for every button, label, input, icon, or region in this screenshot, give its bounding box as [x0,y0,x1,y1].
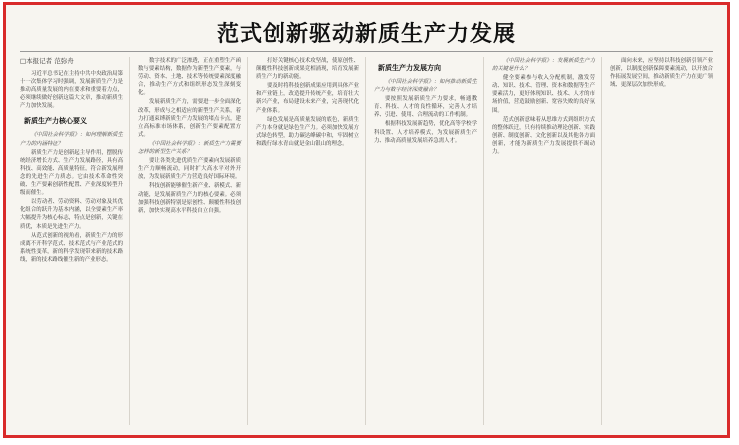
interview-question: 《中国社会科学报》：如何推动新质生产力与数字经济深度融合？ [374,79,477,94]
column-5 [492,57,602,425]
paragraph: 绿色发展是高质量发展的底色，新质生产力本身就是绿色生产力。必须加快发展方式绿色转型，助力碳达峰碳中和，牢固树立和践行绿水青山就是金山银山的理念。 [256,116,359,147]
column-1 [20,57,130,425]
headline-divider [20,51,713,52]
paragraph: 范式创新意味着从思维方式到组织方式的整体跃迁，只有持续推动理论创新、实践创新、制度创新、文化创新以及其他各方面创新，才能为新质生产力发展提供不竭动力。 [492,116,595,156]
article-frame [3,2,730,438]
article-columns [20,57,713,425]
paragraph: 面向未来，应坚持以科技创新引领产业创新，以制度创新保障要素流动，以开放合作拓展发展空间，推动新质生产力在更广领域、更深层次加快形成。 [610,58,713,89]
article-byline: □本报记者 范弥舟 [20,57,74,65]
paragraph: 打好关键核心技术攻坚战，使原创性、颠覆性科技创新成果竞相涌现，培育发展新质生产力的新动能。 [256,58,359,81]
column-4 [374,57,484,425]
subhead-core: 新质生产力核心要义 [24,117,87,126]
column-6 [610,57,713,425]
paragraph: 科技创新能够催生新产业、新模式、新动能，是发展新质生产力的核心要素。必须加强科技创新特别是原创性、颠覆性科技创新，加快实现高水平科技自立自强。 [138,183,241,214]
paragraph: 要及时将科技创新成果应用到具体产业和产业链上，改造提升传统产业，培育壮大新兴产业，布局建设未来产业，完善现代化产业体系。 [256,83,359,114]
paragraph: 数字技术的广泛渗透，正在重塑生产函数与要素结构，数据作为新型生产要素，与劳动、资本、土地、技术等传统要素深度融合，推动生产方式和组织形态发生深刻变化。 [138,58,241,97]
paragraph: 健全要素参与收入分配机制，激发劳动、知识、技术、管理、资本和数据等生产要素活力，更好体现知识、技术、人才的市场价值，营造鼓励创新、宽容失败的良好氛围。 [492,75,595,114]
subhead-direction: 新质生产力发展方向 [378,64,441,72]
paragraph: 要按照发展新质生产力要求，畅通教育、科技、人才的良性循环，完善人才培养、引进、使用、合理流动的工作机制。 [374,96,477,119]
paragraph: 发展新质生产力，需要进一步全面深化改革，形成与之相适应的新型生产关系，着力打通束缚新质生产力发展的堵点卡点，建立高标准市场体系，创新生产要素配置方式。 [138,99,241,138]
paragraph: 新质生产力是创新起主导作用，摆脱传统经济增长方式、生产力发展路径，具有高科技、高效能、高质量特征，符合新发展理念的先进生产力质态。它由技术革命性突破、生产要素创新性配置、产业深度转型升级而催生。 [20,149,123,197]
interview-question: 《中国社会科学报》：如何理解新质生产力的内涵特征？ [20,132,123,147]
column-3 [256,57,366,425]
interview-question: 《中国社会科学报》：新质生产力需要怎样的新型生产关系？ [138,140,241,156]
column-2 [138,57,248,425]
article-headline: 范式创新驱动新质生产力发展 [216,22,516,47]
paragraph: 从范式创新的视角看，新质生产力的形成离不开科学范式、技术范式与产业范式的系统性变革，新的科学发现带来新的技术路线，新的技术路线催生新的产业形态。 [20,232,123,263]
paragraph: 习近平总书记在主持中共中央政治局第十一次集体学习时强调，发展新质生产力是推动高质量发展的内在要求和重要着力点，必须继续做好创新这篇大文章，推动新质生产力加快发展。 [20,71,123,110]
paragraph: 以劳动者、劳动资料、劳动对象及其优化组合的跃升为基本内涵，以全要素生产率大幅提升为核心标志，特点是创新，关键在质优，本质是先进生产力。 [20,199,123,230]
paragraph: 根据科技发展新趋势，优化高等学校学科设置、人才培养模式，为发展新质生产力、推动高质量发展培养急需人才。 [374,121,477,144]
paragraph: 要让各类先进优质生产要素向发展新质生产力顺畅流动，同时扩大高水平对外开放，为发展新质生产力营造良好国际环境。 [138,158,241,181]
interview-question: 《中国社会科学报》：发展新质生产力的关键是什么？ [492,58,595,73]
